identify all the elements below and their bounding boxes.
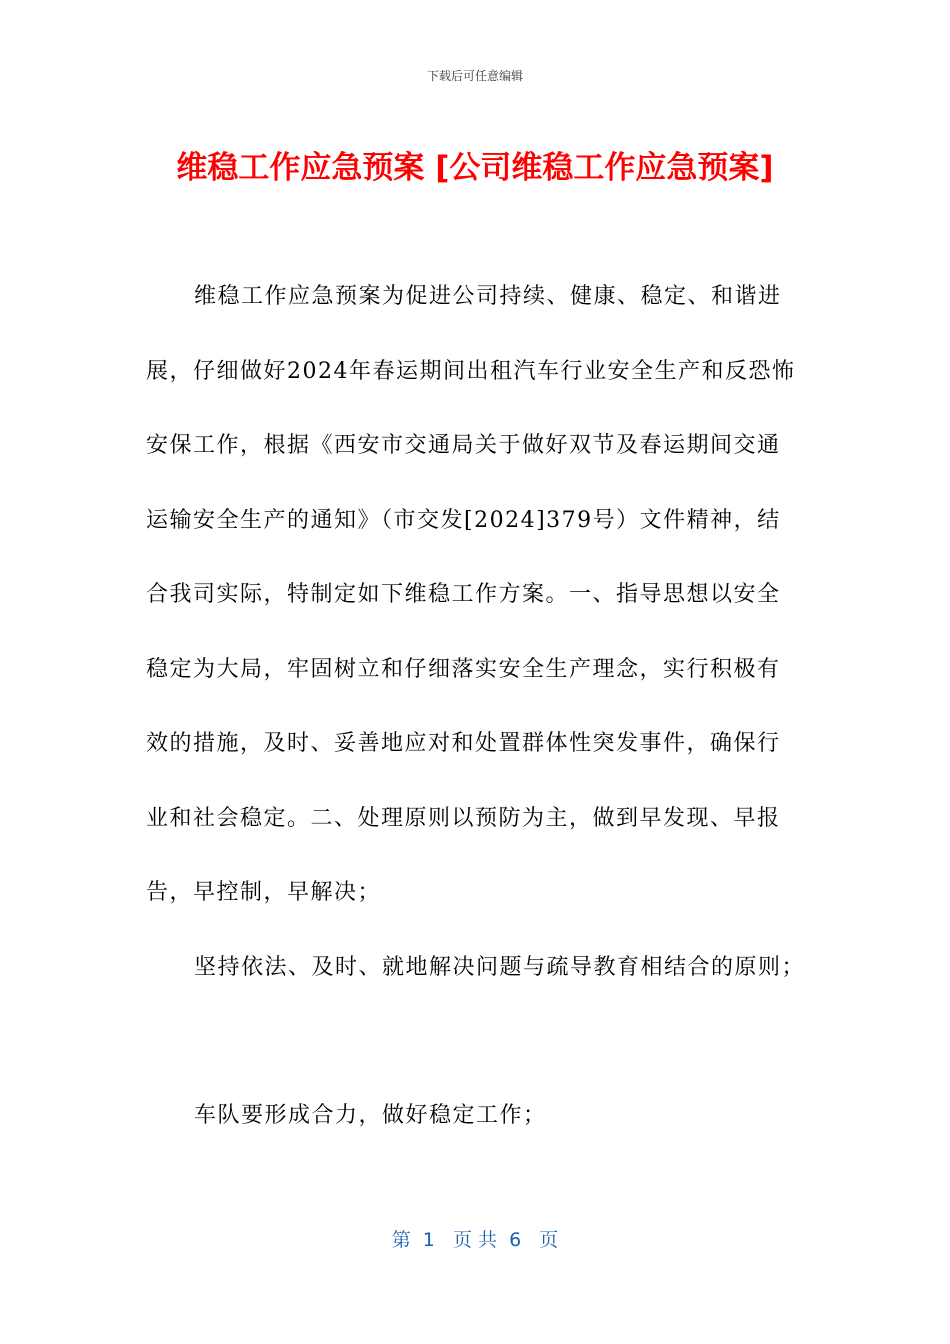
paragraph-line: 安保工作，根据《西安市交通局关于做好双节及春运期间交通 xyxy=(146,433,781,458)
header-note: 下载后可任意编辑 xyxy=(426,69,523,83)
paragraph-2: 坚持依法、及时、就地解决问题与疏导教育相结合的原则； xyxy=(194,955,806,980)
paragraph-line: 稳定为大局，牢固树立和仔细落实安全生产理念，实行积极有 xyxy=(146,656,781,682)
paragraph-line: 展，仔细做好2024年春运期间出租汽车行业安全生产和反恐怖 xyxy=(146,358,796,384)
paragraph-line: 业和社会稳定。二、处理原则以预防为主，做到早发现、早报 xyxy=(146,805,781,831)
paragraph-line: 合我司实际，特制定如下维稳工作方案。一、指导思想以安全 xyxy=(146,582,781,607)
paragraph-line: 运输安全生产的通知》（市交发[2024]379号）文件精神，结 xyxy=(146,507,781,533)
paragraph-line: 维稳工作应急预案为促进公司持续、健康、稳定、和谐进 xyxy=(194,284,782,309)
paragraph-line: 告，早控制，早解决； xyxy=(146,880,382,905)
page-number: 第 1 页 共 6 页 xyxy=(391,1229,559,1251)
document-title: 维稳工作应急预案 [公司维稳工作应急预案] xyxy=(176,150,774,186)
paragraph-1 xyxy=(146,260,806,931)
paragraph-line: 效的措施，及时、妥善地应对和处置群体性突发事件，确保行 xyxy=(146,731,781,756)
paragraph-3: 车队要形成合力，做好稳定工作； xyxy=(194,1103,547,1128)
